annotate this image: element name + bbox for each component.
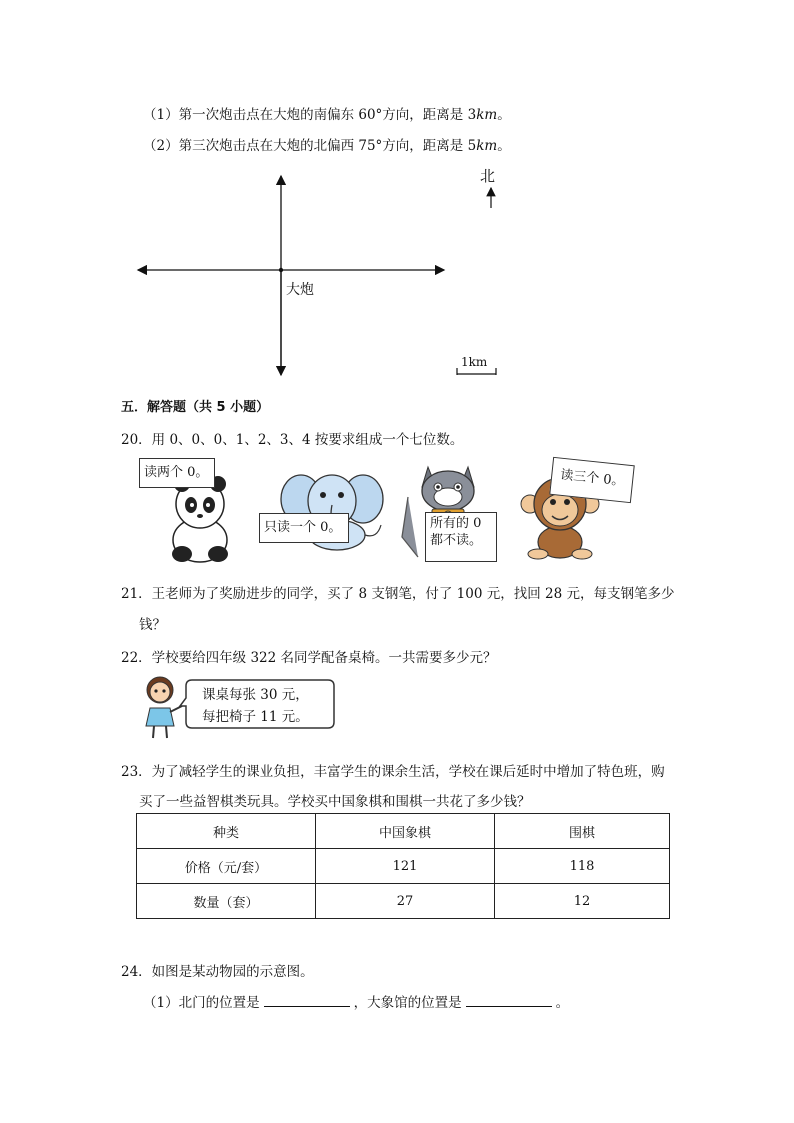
origin-label: 大炮 [286,282,314,298]
table-cell: 数量（套） [137,884,316,919]
question-23-line-1: 23．为了减轻学生的课业负担，丰富学生的课余生活，学校在课后延时中增加了特色班，购 [121,764,665,780]
cat-sign [425,512,497,562]
scale-label: 1km [461,355,488,369]
table-row [137,884,670,919]
table-cell: 12 [495,884,670,919]
answer-blank-2[interactable] [466,994,552,1007]
problem-19-item-2 [143,134,511,154]
cannon-direction-diagram [130,168,510,383]
item-text: （1）第一次炮击点在大炮的南偏东 60°方向，距离是 3 [143,107,477,123]
answer-blank-1[interactable] [264,994,350,1007]
bubble-line-2: 每把椅子 11 元。 [202,709,309,725]
question-23-line-2: 买了一些益智棋类玩具。学校买中国象棋和围棋一共花了多少钱？ [139,794,531,810]
section-title: 五．解答题（共 5 小题） [121,400,270,415]
panda-sign: 读两个 0。 [139,458,215,488]
origin-point [279,268,283,272]
item-punct: 。 [497,138,511,154]
cat-sign-line-1: 所有的 0 [430,516,482,531]
unit-km: km [476,107,498,123]
table-cell: 27 [316,884,495,919]
problem-19-item-1 [143,103,511,123]
item-punct: 。 [497,107,511,123]
item-text: ，大象馆的位置是 [353,995,462,1011]
question-20-text: 20．用 0、0、0、1、2、3、4 按要求组成一个七位数。 [121,432,464,448]
table-header-row [137,814,670,849]
bubble-line-1: 课桌每张 30 元， [202,687,309,703]
cat-sign-line-2: 都不读。 [430,533,483,548]
question-24-text: 24．如图是某动物园的示意图。 [121,964,314,980]
unit-km: km [476,138,498,154]
north-label: 北 [480,167,496,185]
item-punct: 。 [555,995,570,1011]
table-header-cell: 种类 [137,814,316,849]
elephant-sign: 只读一个 0。 [259,513,349,543]
table-header-cell: 中国象棋 [316,814,495,849]
question-22-text: 22．学校要给四年级 322 名同学配备桌椅。一共需要多少元？ [121,650,497,666]
monkey-sign: 读三个 0。 [549,457,635,503]
table-header-cell: 围棋 [495,814,670,849]
item-text: （2）第三次炮击点在大炮的北偏西 75°方向，距离是 5 [143,138,477,154]
table-cell: 118 [495,849,670,884]
chess-price-table [136,813,670,919]
table-cell: 价格（元/套） [137,849,316,884]
table-cell: 121 [316,849,495,884]
question-21-line-1: 21．王老师为了奖励进步的同学，买了 8 支钢笔，付了 100 元，找回 28 元，每支钢笔多少 [121,586,675,602]
question-21-line-2: 钱？ [139,617,166,633]
table-row [137,849,670,884]
question-24-item-1 [143,991,569,1011]
item-text: （1）北门的位置是 [143,995,260,1011]
